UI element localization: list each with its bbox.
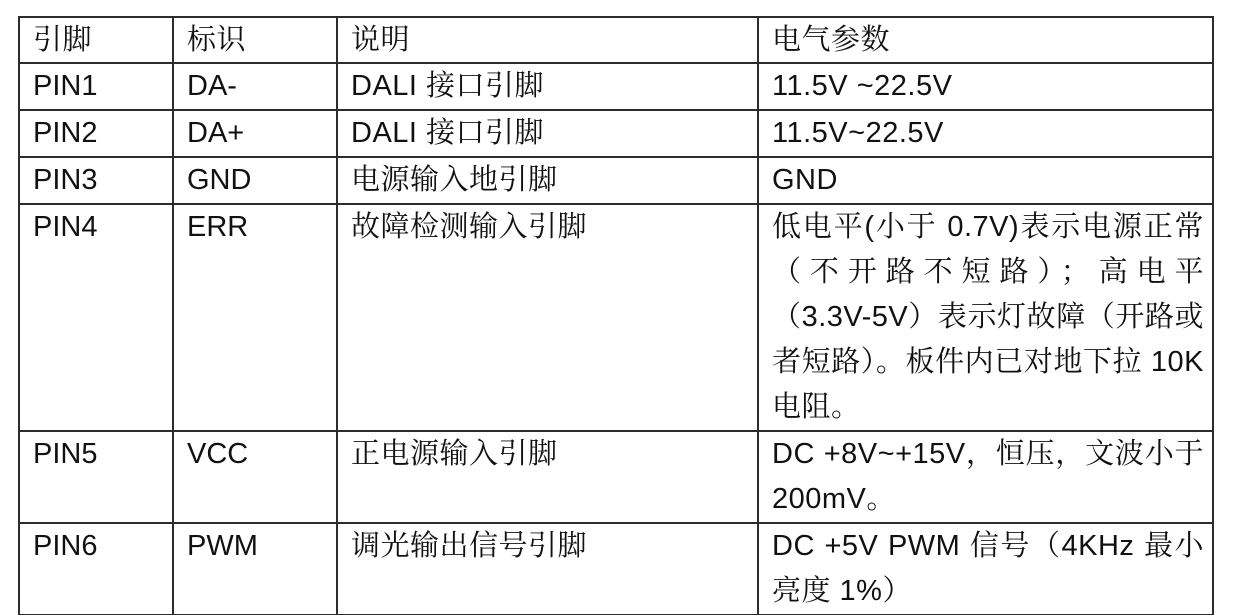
column-header-pin: 引脚: [19, 17, 173, 63]
description-cell: DALI 接口引脚: [337, 110, 758, 157]
params-cell: 低电平(小于 0.7V)表示电源正常（不开路不短路）；高电平（3.3V-5V）表示灯故障（开路或者短路）。板件内已对地下拉 10K 电阻。: [758, 204, 1213, 431]
header-row: [19, 17, 1213, 63]
column-header-label: 标识: [173, 17, 337, 63]
description-cell: DALI 接口引脚: [337, 63, 758, 110]
pin-cell: PIN6: [19, 523, 173, 615]
table-row-pin4: [19, 204, 1213, 431]
params-cell: 11.5V ~22.5V: [758, 63, 1213, 110]
params-cell: DC +5V PWM 信号（4KHz 最小亮度 1%）: [758, 523, 1213, 615]
label-cell: ERR: [173, 204, 337, 431]
description-cell: 电源输入地引脚: [337, 157, 758, 204]
label-cell: PWM: [173, 523, 337, 615]
pin-cell: PIN3: [19, 157, 173, 204]
table-row-pin6: [19, 523, 1213, 615]
column-header-description: 说明: [337, 17, 758, 63]
table-row-pin3: [19, 157, 1213, 204]
description-cell: 调光输出信号引脚: [337, 523, 758, 615]
description-cell: 故障检测输入引脚: [337, 204, 758, 431]
label-cell: GND: [173, 157, 337, 204]
description-cell: 正电源输入引脚: [337, 431, 758, 523]
params-cell: 11.5V~22.5V: [758, 110, 1213, 157]
params-cell: DC +8V~+15V，恒压，文波小于 200mV。: [758, 431, 1213, 523]
table-row-pin2: [19, 110, 1213, 157]
pin-cell: PIN1: [19, 63, 173, 110]
pin-cell: PIN5: [19, 431, 173, 523]
table-row-pin5: [19, 431, 1213, 523]
params-cell: GND: [758, 157, 1213, 204]
pin-cell: PIN2: [19, 110, 173, 157]
pin-cell: PIN4: [19, 204, 173, 431]
pin-definition-table: [18, 16, 1214, 615]
label-cell: DA-: [173, 63, 337, 110]
label-cell: VCC: [173, 431, 337, 523]
table-row-pin1: [19, 63, 1213, 110]
label-cell: DA+: [173, 110, 337, 157]
column-header-params: 电气参数: [758, 17, 1213, 63]
